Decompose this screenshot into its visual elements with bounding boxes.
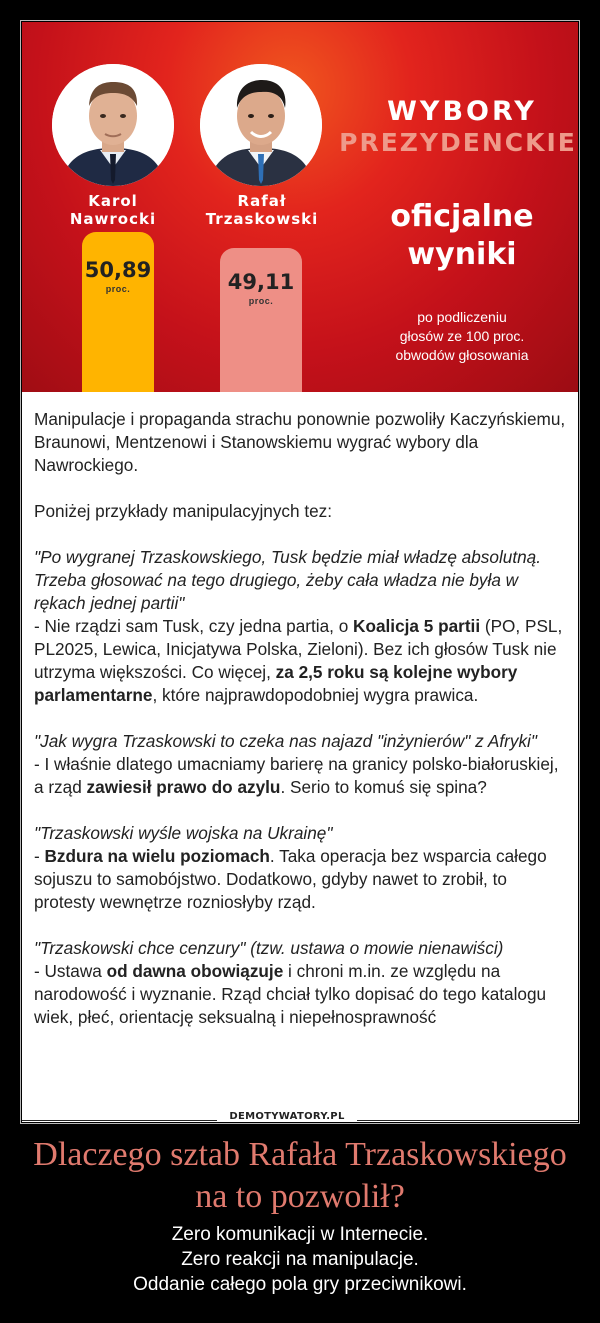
- headline-presidential: PREZYDENCKIE: [339, 128, 577, 157]
- candidate-photo-trzaskowski: [200, 64, 322, 186]
- caption-subtitle: [0, 1222, 600, 1297]
- claim-quote: "Jak wygra Trzaskowski to czeka nas najazd "inżynierów" z Afryki": [34, 731, 537, 751]
- official-line: oficjalne: [390, 199, 534, 234]
- claim-quote: "Trzaskowski wyśle wojska na Ukrainę": [34, 823, 333, 843]
- caption-title: [0, 1134, 600, 1218]
- note-line: głosów ze 100 proc.: [399, 328, 525, 344]
- watermark-logo[interactable]: DEMOTYWATORY.PL: [217, 1111, 357, 1122]
- rebuttal-text: -: [34, 846, 45, 866]
- headline-elections: WYBORY: [387, 96, 537, 127]
- result-bar-trzaskowski: [220, 248, 302, 392]
- caption-title-line: na to pozwolił?: [195, 1178, 405, 1215]
- caption-title-line: Dlaczego sztab Rafała Trzaskowskiego: [33, 1136, 567, 1173]
- rebuttal-text: - Ustawa: [34, 961, 107, 981]
- rebuttal-text: - I właśnie dlatego umacniamy barierę na granicy polsko-białoruskiej, a rząd: [34, 754, 559, 797]
- rebuttal-emphasis: od dawna obowiązuje: [106, 961, 284, 981]
- candidate-last-name: Nawrocki: [69, 210, 157, 228]
- claim-rebuttal: [34, 960, 570, 1029]
- note-line: obwodów głosowania: [395, 347, 529, 363]
- claim-quote: "Trzaskowski chce cenzury" (tzw. ustawa o mowie nienawiści): [34, 938, 504, 958]
- rebuttal-emphasis: zawiesił prawo do azylu: [86, 777, 281, 797]
- candidate-name-nawrocki: [58, 192, 168, 228]
- claim-rebuttal: [34, 845, 570, 914]
- rebuttal-text: - Nie rządzi sam Tusk, czy jedna partia, o: [34, 616, 354, 636]
- examples-header: Poniżej przykłady manipulacyjnych tez:: [34, 501, 333, 521]
- intro-paragraph: Manipulacje i propaganda strachu ponownie pozwoliły Kaczyńskiemu, Braunowi, Mentzenowi i Stanowskiemu wygrać wybory dla Nawrockiego.: [34, 409, 566, 475]
- note-line: po podliczeniu: [417, 309, 507, 325]
- rebuttal-text: i chroni m.in. ze względu na narodowość i wyznanie. Rząd chciał tylko dopisać do tego katalogu wiek, płeć, orientację seksualną i niepełnosprawność: [34, 961, 547, 1027]
- official-results-label: [367, 198, 557, 274]
- result-unit-trzaskowski: proc.: [248, 296, 274, 306]
- count-note: [367, 308, 557, 365]
- result-unit-nawrocki: proc.: [105, 284, 131, 294]
- poster-card: [22, 22, 578, 1122]
- rebuttal-text: . Serio to komuś się spina?: [280, 777, 487, 797]
- caption-sub-line: Zero reakcji na manipulacje.: [181, 1249, 419, 1270]
- claim-rebuttal: [34, 615, 570, 707]
- claim-rebuttal: [34, 753, 570, 799]
- candidate-name-trzaskowski: [198, 192, 326, 228]
- caption-sub-line: Oddanie całego pola gry przeciwnikowi.: [133, 1274, 467, 1295]
- results-line: wyniki: [407, 237, 517, 272]
- rebuttal-emphasis: Bzdura na wielu poziomach: [44, 846, 270, 866]
- rebuttal-text: (PO, PSL, PL2025, Lewica, Inicjatywa Polska, Zieloni). Bez ich głosów Tusk nie utrzyma większości. Co więcej,: [34, 616, 563, 682]
- post-body: [34, 408, 570, 1029]
- rebuttal-text: . Taka operacja bez wsparcia całego sojuszu to samobójstwo. Dodatkowo, gdyby nawet to zrobił, to protesty wewnętrze rozniosłyby rząd.: [34, 846, 547, 912]
- result-bar-nawrocki: [82, 232, 154, 392]
- result-value-trzaskowski: 49,11: [227, 270, 295, 294]
- candidate-first-name: Karol: [88, 192, 138, 210]
- candidate-last-name: Trzaskowski: [205, 210, 319, 228]
- rebuttal-text: , które najprawdopodobniej wygra prawica.: [152, 685, 479, 705]
- caption-sub-line: Zero komunikacji w Internecie.: [171, 1224, 429, 1245]
- rebuttal-emphasis: za 2,5 roku są kolejne wybory parlamentarne: [34, 662, 518, 705]
- claim-quote: "Po wygranej Trzaskowskiego, Tusk będzie miał władzę absolutną. Trzeba głosować na tego drugiego, żeby cała władza nie była w rękach jednej partii": [34, 547, 541, 613]
- election-banner: [22, 22, 578, 392]
- rebuttal-emphasis: Koalicja 5 partii: [353, 616, 481, 636]
- candidate-first-name: Rafał: [237, 192, 287, 210]
- result-value-nawrocki: 50,89: [84, 258, 152, 282]
- candidate-photo-nawrocki: [52, 64, 174, 186]
